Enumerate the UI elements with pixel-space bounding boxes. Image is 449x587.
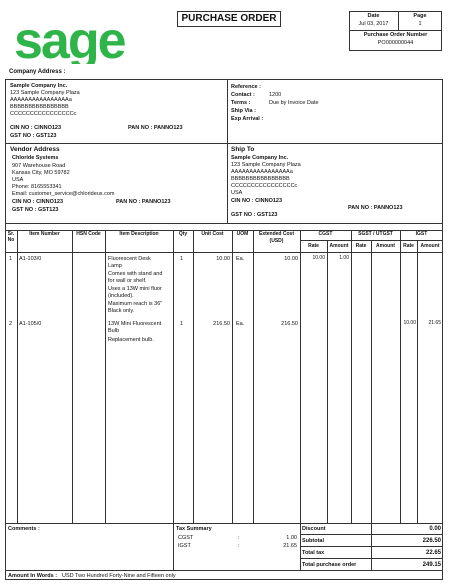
- col-igst-rate: Rate: [403, 243, 414, 249]
- reference-label: Reference :: [231, 84, 261, 90]
- col-item-number: Item Number: [29, 231, 60, 237]
- tax-row-sep: :: [238, 543, 240, 549]
- total-tax-label: Total tax: [302, 550, 325, 556]
- shipto-cin: CIN NO : CINNO123: [231, 198, 283, 204]
- col-sgst-rate: Rate: [355, 243, 367, 249]
- shipto-line: USA: [231, 190, 243, 196]
- row-description: (included).: [108, 293, 134, 299]
- po-number-value: PO000000044: [377, 40, 414, 46]
- document-title: PURCHASE ORDER: [181, 13, 277, 24]
- tax-row-sep: :: [238, 535, 240, 541]
- col-cgst: CGST: [318, 231, 333, 237]
- shipto-heading: Ship To: [231, 146, 255, 153]
- discount-label: Discount: [302, 526, 326, 532]
- shipto-pan: PAN NO : PANNO123: [348, 205, 403, 211]
- row-description: Black only.: [108, 308, 135, 314]
- company-line: CCCCCCCCCCCCCCCCc: [10, 111, 77, 117]
- company-gst: GST NO : GST123: [10, 133, 57, 139]
- company-line: 123 Sample Company Plaza: [10, 90, 80, 96]
- row-unit-cost: 10.00: [216, 256, 230, 262]
- subtotal-label: Subtotal: [302, 538, 324, 544]
- company-address-label: Company Address :: [9, 69, 66, 75]
- row-description: Bulb: [108, 328, 120, 334]
- logo-text: sage: [14, 14, 125, 64]
- total-tax-value: 22.65: [425, 550, 441, 556]
- comments-label: Comments :: [8, 526, 40, 532]
- row-sr: 1: [9, 256, 13, 262]
- row-extended: 10.00: [284, 256, 298, 262]
- row-cgst-rate: 10.00: [312, 255, 325, 261]
- shipto-line: 123 Sample Company Plaza: [231, 162, 301, 168]
- row-igst-rate: 10.00: [403, 320, 416, 326]
- col-sgst: SGST / UTGST: [358, 231, 393, 237]
- col-extended-cost-unit: (USD): [269, 238, 284, 244]
- row-qty: 1: [180, 256, 184, 262]
- vendor-line: Phone: 8165553341: [12, 184, 62, 190]
- subtotal-value: 226.50: [422, 538, 441, 544]
- row-sr: 2: [9, 321, 13, 327]
- col-no: No: [7, 237, 15, 243]
- col-igst-amount: Amount: [420, 243, 440, 249]
- total-po-value: 249.15: [422, 562, 441, 568]
- col-sr: Sr.: [7, 231, 15, 237]
- shipto-line: BBBBBBBBBBBBBBBB: [231, 176, 290, 182]
- row-cgst-amount: 1.00: [339, 255, 349, 261]
- col-cgst-rate: Rate: [308, 243, 319, 249]
- tax-row-value: 21.65: [283, 543, 297, 549]
- company-cin: CIN NO : CINNO123: [10, 125, 62, 131]
- col-uom: UOM: [236, 231, 249, 237]
- row-description: Uses a 13W mini fluor: [108, 286, 162, 292]
- shipvia-label: Ship Via :: [231, 108, 256, 114]
- amount-in-words-value: USD Two Hundred Forty-Nine and Fifteen only: [62, 573, 176, 579]
- row-igst-amount: 21.65: [428, 320, 441, 326]
- col-unit-cost: Unit Cost: [201, 231, 224, 237]
- row-uom: Ea.: [236, 321, 245, 327]
- row-uom: Ea.: [236, 256, 245, 262]
- date-value: Jul 03, 2017: [358, 21, 389, 27]
- row-item-number: A1-103/0: [19, 256, 42, 262]
- terms-value: Due by Invoice Date: [269, 100, 319, 106]
- row-description: Replacement bulb.: [108, 337, 154, 343]
- row-qty: 1: [180, 321, 184, 327]
- row-unit-cost: 216.50: [213, 321, 230, 327]
- page-label: Page: [413, 13, 427, 19]
- discount-value: 0.00: [429, 526, 441, 532]
- vendor-line: Kansas City, MO 59782: [12, 170, 70, 176]
- sage-logo: [12, 14, 132, 64]
- tax-row-name: CGST: [178, 535, 194, 541]
- row-description: for wall or shelf.: [108, 278, 147, 284]
- amount-in-words-label: Amount In Words :: [8, 573, 58, 579]
- vendor-line: Email: customer_service@chlorideus.com: [12, 191, 115, 197]
- row-description: Lamp: [108, 263, 122, 269]
- vendor-heading: Vendor Address: [10, 146, 60, 153]
- row-extended: 216.50: [281, 321, 298, 327]
- col-igst: IGST: [415, 231, 428, 237]
- vendor-line: 907 Warehouse Road: [12, 163, 66, 169]
- row-description: Fluorescent Desk: [108, 256, 151, 262]
- col-sgst-amount: Amount: [376, 243, 395, 249]
- po-number-label: Purchase Order Number: [363, 32, 428, 38]
- contact-value: 1200: [269, 92, 282, 98]
- contact-label: Contact :: [231, 92, 255, 98]
- company-line: AAAAAAAAAAAAAAAAa: [10, 97, 72, 103]
- col-cgst-amount: Amount: [329, 243, 349, 249]
- tax-row-value: 1.00: [286, 535, 297, 541]
- shipto-line: AAAAAAAAAAAAAAAAa: [231, 169, 293, 175]
- row-description: Comes with stand and: [108, 271, 163, 277]
- exparrival-label: Exp Arrival :: [231, 116, 264, 122]
- col-qty: Qty: [178, 231, 188, 237]
- col-hsn: HSN Code: [76, 231, 101, 237]
- company-line: BBBBBBBBBBBBBBBB: [10, 104, 69, 110]
- shipto-line: CCCCCCCCCCCCCCCCc: [231, 183, 298, 189]
- col-extended-cost: Extended Cost: [258, 231, 294, 237]
- document-frame: [5, 79, 443, 580]
- col-description: Item Description: [119, 231, 159, 237]
- vendor-cin: CIN NO : CINNO123: [12, 199, 64, 205]
- company-name: Sample Company Inc.: [10, 83, 68, 89]
- total-po-label: Total purchase order: [302, 562, 357, 568]
- shipto-name: Sample Company Inc.: [231, 155, 289, 161]
- tax-summary-label: Tax Summary: [176, 526, 212, 532]
- date-label: Date: [367, 13, 380, 19]
- terms-label: Terms :: [231, 100, 251, 106]
- page-value: 1: [418, 21, 422, 27]
- vendor-name: Chloride Systems: [12, 155, 59, 161]
- company-pan: PAN NO : PANNO123: [128, 125, 183, 131]
- vendor-line: USA: [12, 177, 24, 183]
- row-item-number: A1-105/0: [19, 321, 42, 327]
- vendor-gst: GST NO : GST123: [12, 207, 59, 213]
- row-description: 13W Mini Fluorescent: [108, 321, 162, 327]
- tax-row-name: IGST: [178, 543, 191, 549]
- vendor-pan: PAN NO : PANNO123: [116, 199, 171, 205]
- row-description: Maximum reach is 36": [108, 301, 163, 307]
- shipto-gst: GST NO : GST123: [231, 212, 278, 218]
